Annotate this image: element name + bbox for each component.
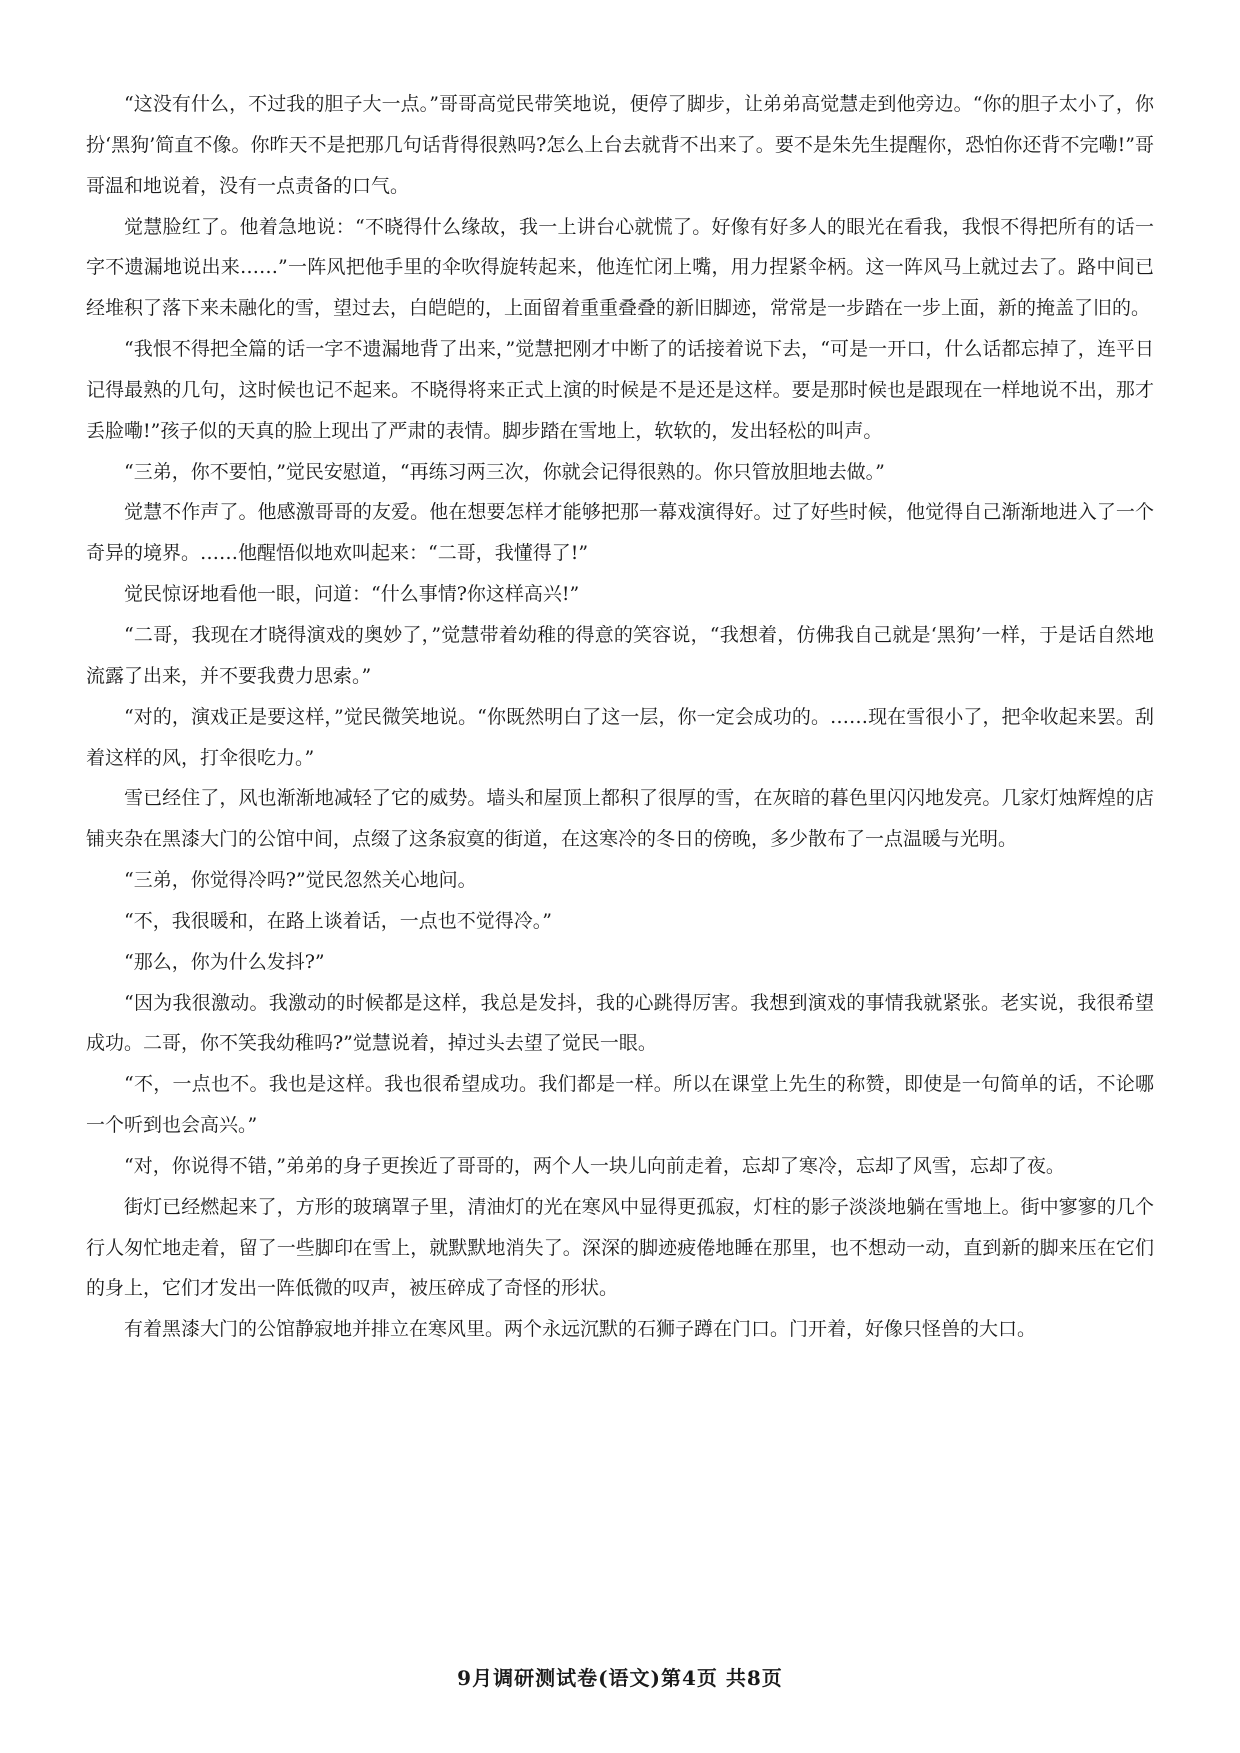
passage-body [86,84,1154,1350]
paragraph: 觉民惊讶地看他一眼，问道：“什么事情?你这样高兴!” [124,583,580,606]
paragraph: “这没有什么，不过我的胆子大一点。”哥哥高觉民带笑地说，便停了脚步，让弟弟高觉慧走到他旁边。“你的胆子太小了，你扮‘黑狗’简直不像。你昨天不是把那几句话背得很熟吗?怎么上台去就背不出来了。要不是朱先生提醒你，恐怕你还背不完嘞!”哥哥温和地说着，没有一点责备的口气。 [86,93,1154,197]
paragraph: 雪已经住了，风也渐渐地减轻了它的威势。墙头和屋顶上都积了很厚的雪，在灰暗的暮色里闪闪地发亮。几家灯烛辉煌的店铺夹杂在黑漆大门的公馆中间，点缀了这条寂寞的街道，在这寒冷的冬日的傍晚，多少散布了一点温暖与光明。 [86,787,1154,851]
paragraph: 街灯已经燃起来了，方形的玻璃罩子里，清油灯的光在寒风中显得更孤寂，灯柱的影子淡淡地躺在雪地上。街中寥寥的几个行人匆忙地走着，留了一些脚印在雪上，就默默地消失了。深深的脚迹疲倦地睡在那里，也不想动一动，直到新的脚来压在它们的身上，它们才发出一阵低微的叹声，被压碎成了奇怪的形状。 [86,1195,1154,1300]
paragraph: 觉慧不作声了。他感激哥哥的友爱。他在想要怎样才能够把那一幕戏演得好。过了好些时候，他觉得自己渐渐地进入了一个奇异的境界。……他醒悟似地欢叫起来：“二哥，我懂得了!” [86,501,1154,565]
paragraph: “那么，你为什么发抖?” [124,950,325,973]
paragraph: 有着黑漆大门的公馆静寂地并排立在寒风里。两个永远沉默的石狮子蹲在门口。门开着，好像只怪兽的大口。 [124,1318,1037,1341]
paragraph: “不，一点也不。我也是这样。我也很希望成功。我们都是一样。所以在课堂上先生的称赞，即使是一句简单的话，不论哪一个听到也会高兴。” [86,1073,1154,1137]
paragraph: “因为我很激动。我激动的时候都是这样，我总是发抖，我的心跳得厉害。我想到演戏的事情我就紧张。老实说，我很希望成功。二哥，你不笑我幼稚吗?”觉慧说着，掉过头去望了觉民一眼。 [86,991,1154,1055]
paragraph: 觉慧脸红了。他着急地说：“不晓得什么缘故，我一上讲台心就慌了。好像有好多人的眼光在看我，我恨不得把所有的话一字不遗漏地说出来……”一阵风把他手里的伞吹得旋转起来，他连忙闭上嘴，用力捏紧伞柄。这一阵风马上就过去了。路中间已经堆积了落下来未融化的雪，望过去，白皑皑的，上面留着重重叠叠的新旧脚迹，常常是一步踏在一步上面，新的掩盖了旧的。 [86,215,1154,320]
paragraph: “对，你说得不错，”弟弟的身子更挨近了哥哥的，两个人一块儿向前走着，忘却了寒冷，忘却了风雪，忘却了夜。 [124,1154,1065,1177]
paragraph: “三弟，你不要怕，”觉民安慰道，“再练习两三次，你就会记得很熟的。你只管放胆地去做。” [124,460,885,483]
paragraph: “对的，演戏正是要这样，”觉民微笑地说。“你既然明白了这一层，你一定会成功的。……现在雪很小了，把伞收起来罢。刮着这样的风，打伞很吃力。” [86,705,1154,769]
page-footer: 9月调研测试卷(语文)第4页 共8页 [457,1666,783,1690]
paragraph: “我恨不得把全篇的话一字不遗漏地背了出来，”觉慧把刚才中断了的话接着说下去，“可是一开口，什么话都忘掉了，连平日记得最熟的几句，这时候也记不起来。不晓得将来正式上演的时候是不是还是这样。要是那时候也是跟现在一样地说不出，那才丢脸嘞!”孩子似的天真的脸上现出了严肃的表情。脚步踏在雪地上，软软的，发出轻松的叫声。 [86,338,1154,442]
paragraph: “二哥，我现在才晓得演戏的奥妙了，”觉慧带着幼稚的得意的笑容说，“我想着，仿佛我自己就是‘黑狗’一样，于是话自然地流露了出来，并不要我费力思索。” [86,623,1154,687]
paragraph: “三弟，你觉得冷吗?”觉民忽然关心地问。 [124,869,477,892]
paragraph: “不，我很暖和，在路上谈着话，一点也不觉得冷。” [124,909,552,932]
